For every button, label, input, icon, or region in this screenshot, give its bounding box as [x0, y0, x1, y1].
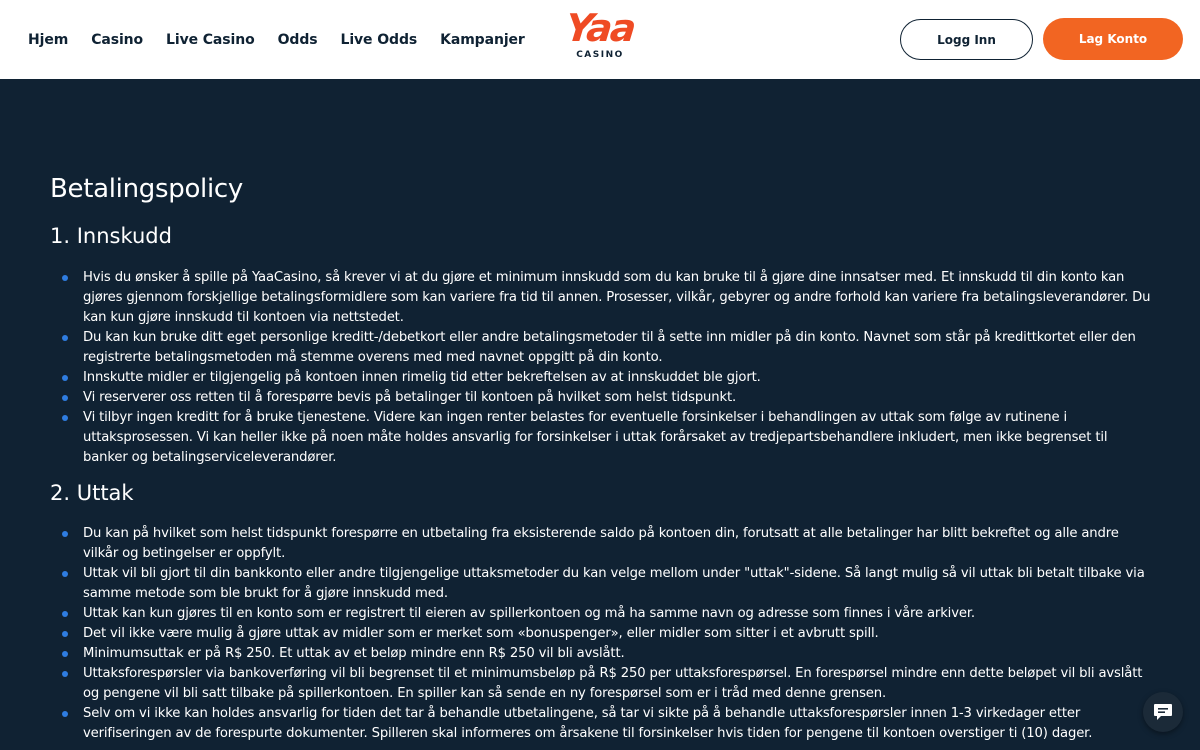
- bullet-dot: [62, 651, 68, 657]
- list-item-text: Uttaksforespørsler via bankoverføring vil bli begrenset til et minimumsbeløp på R$ 250 per uttaksforespørsel. En forespørsel mindre enn dette beløpet vil bli avslått og pengene vil bli satt tilbake på spillerkontoen. En spiller kan så sende en ny forespørsel som er i tråd med denne grensen.: [83, 666, 1143, 701]
- bullet-dot: [62, 711, 68, 717]
- uttak-list: [62, 524, 1152, 744]
- bullet-dot: [62, 631, 68, 637]
- main-content: [0, 79, 1200, 750]
- list-item: [62, 664, 1152, 704]
- list-item-text: Det vil ikke være mulig å gjøre uttak av midler som er merket som «bonuspenger», eller midler som sitter i et avbrutt spill.: [83, 626, 879, 641]
- list-item-text: Vi reserverer oss retten til å forespørre bevis på betalinger til kontoen på hvilket som helst tidspunkt.: [83, 390, 737, 405]
- site-header: [0, 0, 1200, 79]
- list-item: [62, 564, 1152, 604]
- nav-item-live-casino[interactable]: Live Casino: [166, 31, 255, 48]
- nav-item-casino[interactable]: Casino: [91, 31, 144, 48]
- bullet-dot: [62, 335, 68, 341]
- list-item-text: Innskutte midler er tilgjengelig på kontoen innen rimelig tid etter bekreftelsen av at innskuddet ble gjort.: [83, 370, 761, 385]
- bullet-dot: [62, 395, 68, 401]
- list-item: [62, 408, 1152, 468]
- list-item-text: Du kan kun bruke ditt eget personlige kreditt-/debetkort eller andre betalingsmetoder til å sette inn midler på din konto. Navnet som står på kredittkortet eller den registrerte betalingsmetoden må stemme overens med med navnet oppgitt på din konto.: [83, 330, 1136, 365]
- innskudd-list: [62, 268, 1152, 468]
- list-item: [62, 524, 1152, 564]
- site-logo[interactable]: [563, 8, 637, 64]
- list-item: [62, 268, 1152, 328]
- section-heading-innskudd: 1. Innskudd: [50, 224, 172, 248]
- list-item: [62, 388, 1152, 408]
- main-nav: [28, 0, 548, 79]
- signup-button[interactable]: Lag Konto: [1043, 18, 1183, 60]
- nav-item-hjem[interactable]: Hjem: [28, 31, 69, 48]
- list-item-text: Minimumsuttak er på R$ 250. Et uttak av et beløp mindre enn R$ 250 vil bli avslått.: [83, 646, 625, 661]
- chat-icon: [1153, 703, 1173, 721]
- page-title: Betalingspolicy: [50, 174, 243, 204]
- bullet-dot: [62, 375, 68, 381]
- list-item: [62, 644, 1152, 664]
- list-item: [62, 368, 1152, 388]
- logo-mark: Yaa: [563, 6, 637, 50]
- bullet-dot: [62, 671, 68, 677]
- bullet-dot: [62, 531, 68, 537]
- list-item: [62, 328, 1152, 368]
- logo-subtitle: CASINO: [576, 50, 624, 60]
- bullet-dot: [62, 415, 68, 421]
- bullet-dot: [62, 571, 68, 577]
- list-item-text: Selv om vi ikke kan holdes ansvarlig for tiden det tar å behandle utbetalingene, så tar vi sikte på å behandle uttaksforespørsler innen 1-3 virkedager etter verifiseringen av de forespurte dokumenter. Spilleren skal informeres om årsakene til forsinkelser hvis tiden for pengene til kontoen overstiger ti (10) dager.: [83, 706, 1093, 741]
- nav-item-live-odds[interactable]: Live Odds: [340, 31, 418, 48]
- list-item-text: Uttak kan kun gjøres til en konto som er registrert til eieren av spillerkontoen og må ha samme navn og adresse som finnes i våre arkiver.: [83, 606, 975, 621]
- chat-button[interactable]: [1143, 692, 1183, 732]
- list-item: [62, 604, 1152, 624]
- nav-item-odds[interactable]: Odds: [277, 31, 318, 48]
- list-item-text: Vi tilbyr ingen kreditt for å bruke tjenestene. Videre kan ingen renter belastes for eventuelle forsinkelser i behandlingen av uttak som følge av rutinene i uttaksprosessen. Vi kan heller ikke på noen måte holdes ansvarlig for forsinkelser i uttak forårsaket av tredjepartsbehandlere inkludert, men ikke begrenset til banker og betalingserviceleverandører.: [83, 410, 1108, 465]
- list-item-text: Uttak vil bli gjort til din bankkonto eller andre tilgjengelige uttaksmetoder du kan velge mellom under "uttak"-sidene. Så langt mulig så vil uttak bli betalt tilbake via samme metode som ble brukt for å gjøre innskudd med.: [83, 566, 1145, 601]
- login-button[interactable]: Logg Inn: [900, 19, 1033, 60]
- section-heading-uttak: 2. Uttak: [50, 481, 134, 505]
- list-item-text: Du kan på hvilket som helst tidspunkt forespørre en utbetaling fra eksisterende saldo på kontoen din, forutsatt at alle betalinger har blitt bekreftet og alle andre vilkår og betingelser er oppfylt.: [83, 526, 1119, 561]
- nav-item-kampanjer[interactable]: Kampanjer: [440, 31, 525, 48]
- list-item: [62, 624, 1152, 644]
- bullet-dot: [62, 275, 68, 281]
- bullet-dot: [62, 611, 68, 617]
- list-item-text: Hvis du ønsker å spille på YaaCasino, så krever vi at du gjøre et minimum innskudd som du kan bruke til å gjøre dine innsatser med. Et innskudd til din konto kan gjøres gjennom forskjellige betalingsformidlere som kan variere fra tid til annen. Prosesser, vilkår, gebyrer og andre forhold kan variere fra betalingsleverandører. Du kan kun gjøre innskudd til kontoen via nettstedet.: [83, 270, 1151, 325]
- list-item: [62, 704, 1152, 744]
